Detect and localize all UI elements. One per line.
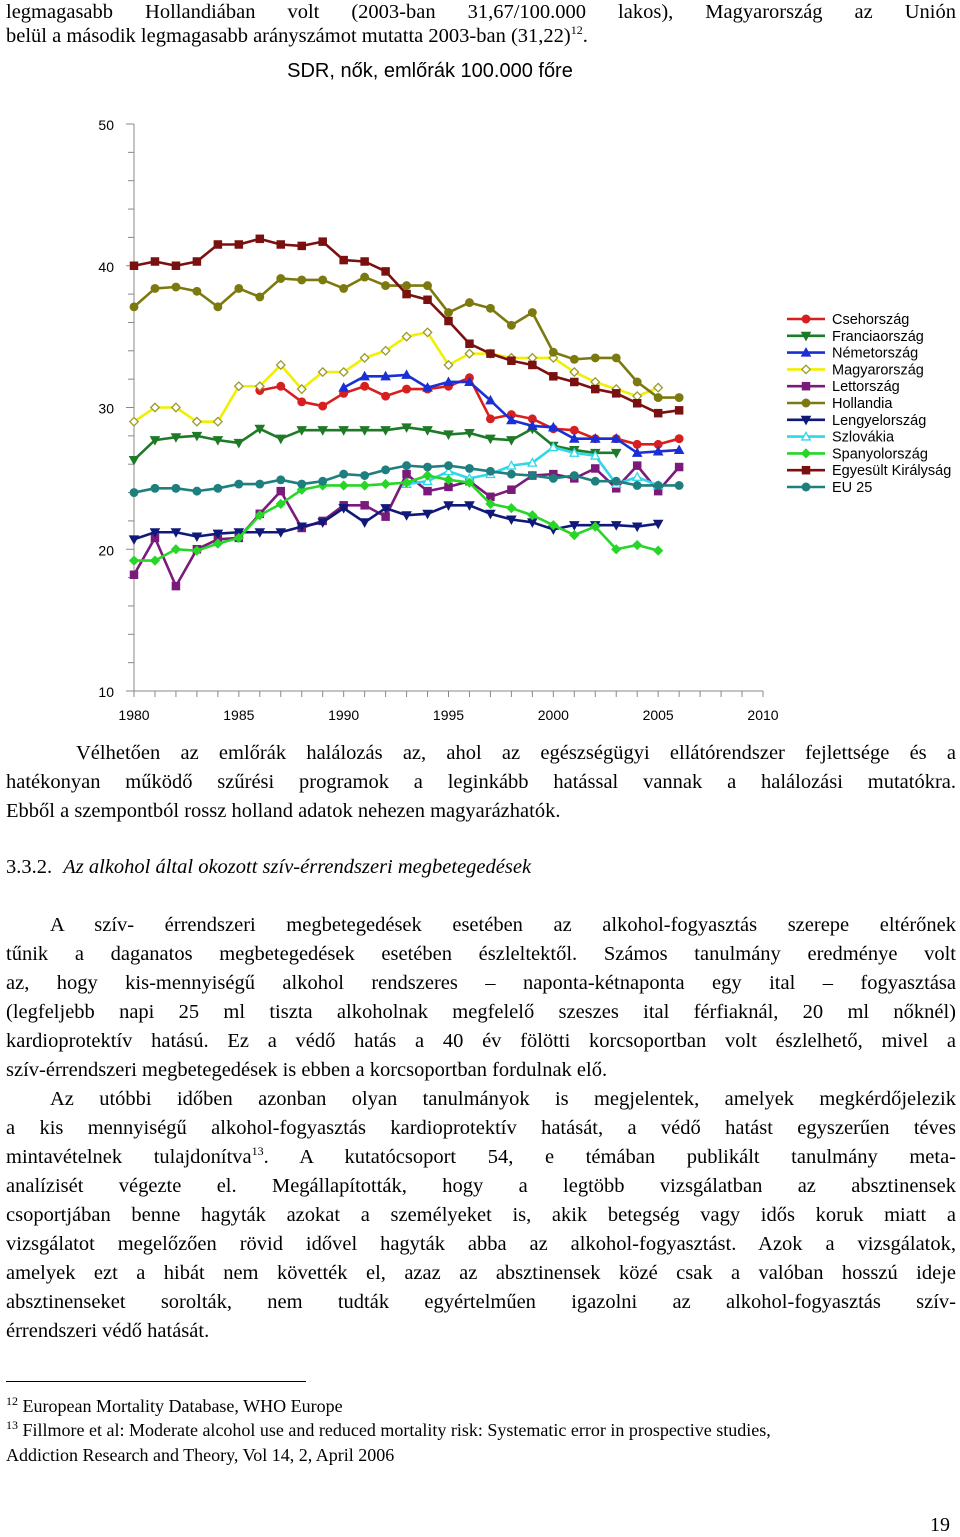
legend-item xyxy=(787,362,924,378)
data-point xyxy=(130,571,137,578)
series-7 xyxy=(130,502,663,544)
para2-line-6: szív-érrendszeri megbetegedések is ebben a korcsoportban fordulnak elő. xyxy=(6,1059,608,1081)
data-point xyxy=(445,309,453,317)
data-point xyxy=(214,241,221,248)
legend-item xyxy=(787,480,872,496)
legend-label: Németország xyxy=(832,345,919,362)
data-point xyxy=(340,256,347,263)
data-point xyxy=(633,378,641,386)
data-point xyxy=(277,241,284,248)
legend-marker xyxy=(802,483,810,491)
data-point xyxy=(571,426,579,434)
data-point xyxy=(277,476,285,484)
x-tick-label: 1985 xyxy=(223,707,255,723)
chart-title: SDR, nők, emlőrák 100.000 főre xyxy=(287,60,573,82)
intro-line-1: legmagasabb Hollandiában volt (2003-ban 31,67/100.000 lakos), Magyarország az Unión xyxy=(6,1,956,23)
footnote-13-text: Fillmore et al: Moderate alcohol use and reduced mortality risk: Systematic error in prospective studies, xyxy=(22,1420,771,1440)
legend-item xyxy=(787,463,951,479)
data-point xyxy=(633,473,641,481)
series-line xyxy=(134,332,658,421)
data-point xyxy=(319,402,327,410)
x-tick-label: 2005 xyxy=(642,707,674,723)
para3-line-8: absztinenseket sorolták, nem tudták egyértelműen igazolni az alkohol-fogyasztás szív- xyxy=(6,1291,956,1313)
series-9 xyxy=(130,471,663,564)
data-point xyxy=(361,502,368,509)
data-point xyxy=(466,340,473,347)
data-point xyxy=(403,462,411,470)
data-point xyxy=(340,470,348,478)
data-point xyxy=(172,583,179,590)
data-point xyxy=(361,472,369,480)
section-number: 3.3.2. xyxy=(6,856,53,878)
section-title: Az alkohol által okozott szív-érrendszeri megbetegedések xyxy=(63,856,532,878)
data-point xyxy=(319,238,326,245)
data-point xyxy=(633,482,641,490)
para3-line-5: csoportjában benne hagyták azokat a személyeket is, akik betegség vagy idős koruk miatt a xyxy=(6,1204,956,1226)
chart-legend xyxy=(787,312,951,496)
legend-item xyxy=(787,329,924,345)
data-point xyxy=(382,466,390,474)
para1-line-3: Ebből a szempontból rossz holland adatok nehezen magyarázhatók. xyxy=(6,800,561,822)
data-point xyxy=(507,504,515,512)
data-point xyxy=(508,357,515,364)
para3-line-4: analízisét végezte el. Megállapították, hogy a legtöbb vizsgálatban az absztinensek xyxy=(6,1175,956,1197)
y-tick-label: 30 xyxy=(98,400,114,417)
x-tick-label: 1990 xyxy=(328,707,360,723)
legend-item xyxy=(787,346,918,362)
data-point xyxy=(298,398,306,406)
data-point xyxy=(172,283,180,291)
data-point xyxy=(382,392,390,400)
data-point xyxy=(151,285,159,293)
data-point xyxy=(403,471,410,478)
legend-item xyxy=(787,379,900,395)
data-point xyxy=(151,258,158,265)
data-point xyxy=(214,484,222,492)
data-point xyxy=(277,275,285,283)
data-point xyxy=(151,484,159,492)
footnote-ref-13: 13 xyxy=(251,1144,264,1159)
chart-axes xyxy=(98,117,778,723)
legend-label: Lettország xyxy=(832,379,900,396)
data-point xyxy=(487,350,494,357)
para3-line-2: a kis mennyiségű alkohol-fogyasztás kardioprotektív hatását, a védő hatást egyszerűen téves xyxy=(6,1117,956,1139)
data-point xyxy=(130,556,138,564)
data-point xyxy=(319,477,327,485)
x-tick-label: 1995 xyxy=(432,707,465,723)
para3-line-1: Az utóbbi időben azonban olyan tanulmányok is megjelentek, amelyek megkérdőjelezik xyxy=(50,1088,956,1110)
data-point xyxy=(508,486,515,493)
para3-line-7: amelyek ezt a hibát nem követték el, azaz az absztinensek közé csak a valóban hosszú ideje xyxy=(6,1262,956,1284)
data-point xyxy=(319,276,327,284)
para1-line-2: hatékonyan működő szűrési programok a leginkább hatással vannak a halálozási mutatókra. xyxy=(6,771,956,793)
data-point xyxy=(339,481,347,489)
legend-marker xyxy=(802,315,810,323)
data-point xyxy=(654,546,662,554)
data-point xyxy=(172,262,179,269)
data-point xyxy=(571,356,579,364)
data-point xyxy=(529,309,537,317)
legend-marker xyxy=(802,467,809,474)
footnote-13 xyxy=(6,1418,956,1442)
para3-line-3-b: . A kutatócsoport 54, e témában publikált tanulmány meta- xyxy=(263,1146,956,1168)
footnote-12-num: 12 xyxy=(6,1394,18,1408)
legend-label: EU 25 xyxy=(832,480,873,496)
data-point xyxy=(612,477,620,485)
para2-line-4: (legfeljebb napi 25 ml tiszta alkoholnak megfelelő szeszes ital férfiaknál, 20 ml nőknél) xyxy=(6,1001,956,1023)
data-point xyxy=(487,467,495,475)
data-point xyxy=(381,480,389,488)
data-point xyxy=(193,258,200,265)
data-point xyxy=(193,487,201,495)
footnote-12-text: European Mortality Database, WHO Europe xyxy=(22,1396,343,1416)
data-point xyxy=(298,276,306,284)
data-point xyxy=(256,235,263,242)
x-tick-label: 2000 xyxy=(537,707,569,723)
data-point xyxy=(361,382,369,390)
data-point xyxy=(591,477,599,485)
data-point xyxy=(424,463,432,471)
data-point xyxy=(445,462,453,470)
data-point xyxy=(424,488,431,495)
data-point xyxy=(340,285,348,293)
legend-label: Hollandia xyxy=(832,396,893,412)
data-point xyxy=(654,482,662,490)
legend-label: Spanyolország xyxy=(832,446,928,463)
legend-label: Franciaország xyxy=(832,328,924,345)
data-point xyxy=(570,531,578,539)
data-point xyxy=(528,511,536,519)
data-point xyxy=(592,465,599,472)
data-point xyxy=(571,378,578,385)
data-point xyxy=(130,489,138,497)
intro-tail: . xyxy=(582,25,588,47)
footnote-ref-12: 12 xyxy=(570,23,583,38)
data-point xyxy=(256,293,264,301)
data-point xyxy=(130,536,138,544)
data-point xyxy=(361,273,369,281)
data-point xyxy=(466,299,474,307)
data-point xyxy=(508,321,516,329)
data-point xyxy=(675,482,683,490)
data-point xyxy=(403,291,410,298)
data-point xyxy=(235,285,243,293)
data-point xyxy=(214,303,222,311)
para3-line-3-a: mintavételnek tulajdonítva xyxy=(6,1146,252,1168)
data-point xyxy=(592,385,599,392)
y-tick-label: 10 xyxy=(98,684,114,700)
para2-line-5: kardioprotektív hatású. Ez a védő hatás a 40 év fölötti korcsoportban volt észlelhető, mivel a xyxy=(6,1030,956,1052)
x-tick-label: 2010 xyxy=(747,707,779,723)
para3-line-9: érrendszeri védő hatását. xyxy=(6,1320,210,1342)
legend-label: Magyarország xyxy=(832,362,924,379)
data-point xyxy=(403,385,411,393)
data-point xyxy=(193,287,201,295)
legend-marker xyxy=(802,399,810,407)
series-4 xyxy=(130,328,663,426)
data-point xyxy=(633,441,641,449)
data-point xyxy=(634,400,641,407)
x-tick-label: 1980 xyxy=(118,707,150,723)
page-number: 19 xyxy=(930,1514,950,1536)
footnote-12 xyxy=(6,1394,956,1418)
intro-line-2-text: belül a második legmagasabb arányszámot mutatta 2003-ban (31,22) xyxy=(6,25,571,47)
data-point xyxy=(613,390,620,397)
data-point xyxy=(529,472,537,480)
data-point xyxy=(298,242,305,249)
legend-label: Csehország xyxy=(832,312,910,328)
y-tick-label: 50 xyxy=(98,117,114,133)
data-point xyxy=(277,382,285,390)
data-point xyxy=(277,488,284,495)
data-point xyxy=(130,303,138,311)
data-point xyxy=(424,282,432,290)
data-point xyxy=(633,541,641,549)
section-heading xyxy=(6,853,956,882)
data-point xyxy=(235,480,243,488)
data-point xyxy=(676,463,683,470)
y-tick-label: 20 xyxy=(98,542,114,559)
legend-label: Egyesült Királyság xyxy=(832,463,952,480)
data-point xyxy=(403,282,411,290)
para1-line-1: Vélhetően az emlőrák halálozás az, ahol az egészségügyi ellátórendszer fejlettsége és a xyxy=(76,742,956,764)
data-point xyxy=(654,394,662,402)
data-point xyxy=(487,415,495,423)
data-point xyxy=(612,354,620,362)
data-point xyxy=(550,348,558,356)
legend-item xyxy=(787,430,895,446)
legend-label: Lengyelország xyxy=(832,412,927,429)
data-point xyxy=(382,282,390,290)
data-point xyxy=(571,472,579,480)
data-point xyxy=(508,470,516,478)
legend-marker xyxy=(802,449,810,457)
data-point xyxy=(675,394,683,402)
legend-item xyxy=(787,446,928,462)
data-point xyxy=(235,241,242,248)
data-point xyxy=(382,268,389,275)
data-point xyxy=(466,465,474,473)
legend-marker xyxy=(802,365,810,373)
data-point xyxy=(487,304,495,312)
data-point xyxy=(445,317,452,324)
line-chart xyxy=(0,0,960,730)
data-point xyxy=(655,410,662,417)
legend-marker xyxy=(802,383,809,390)
chart-series xyxy=(130,235,684,589)
data-point xyxy=(172,484,180,492)
data-point xyxy=(130,457,138,465)
data-point xyxy=(382,513,389,520)
footnote-separator xyxy=(6,1381,306,1382)
legend-label: Szlovákia xyxy=(832,429,895,446)
footnote-13-num: 13 xyxy=(6,1418,18,1432)
para3-line-6: vizsgálatot megelőzően rövid idővel hagyták abba az alkohol-fogyasztást. Azok a vizsgálatok, xyxy=(6,1233,956,1255)
data-point xyxy=(676,407,683,414)
data-point xyxy=(298,480,306,488)
data-point xyxy=(277,435,285,443)
data-point xyxy=(550,373,557,380)
legend-item xyxy=(787,413,926,429)
data-point xyxy=(256,480,264,488)
data-point xyxy=(654,383,662,391)
legend-item xyxy=(787,396,893,412)
data-point xyxy=(130,262,137,269)
data-point xyxy=(634,462,641,469)
legend-item xyxy=(787,312,909,328)
data-point xyxy=(361,258,368,265)
footnote-13-cont: Addiction Research and Theory, Vol 14, 2, April 2006 xyxy=(6,1445,395,1465)
para2-line-1: A szív- érrendszeri megbetegedések esetében az alkohol-fogyasztás szerepe eltérőnek xyxy=(50,914,956,936)
para2-line-2: tűnik a daganatos megbetegedések esetében észleltektől. Számos tanulmány eredménye volt xyxy=(6,943,956,965)
data-point xyxy=(550,475,558,483)
para2-line-3: az, hogy kis-mennyiségű alkohol rendszeres – naponta-kétnaponta egy ital – fogyasztása xyxy=(6,972,956,994)
y-tick-label: 40 xyxy=(98,258,114,275)
series-2 xyxy=(130,424,621,464)
data-point xyxy=(424,296,431,303)
data-point xyxy=(675,435,683,443)
para3-line-3 xyxy=(6,1143,956,1172)
data-point xyxy=(360,519,368,527)
data-point xyxy=(360,481,368,489)
data-point xyxy=(591,354,599,362)
data-point xyxy=(529,361,536,368)
